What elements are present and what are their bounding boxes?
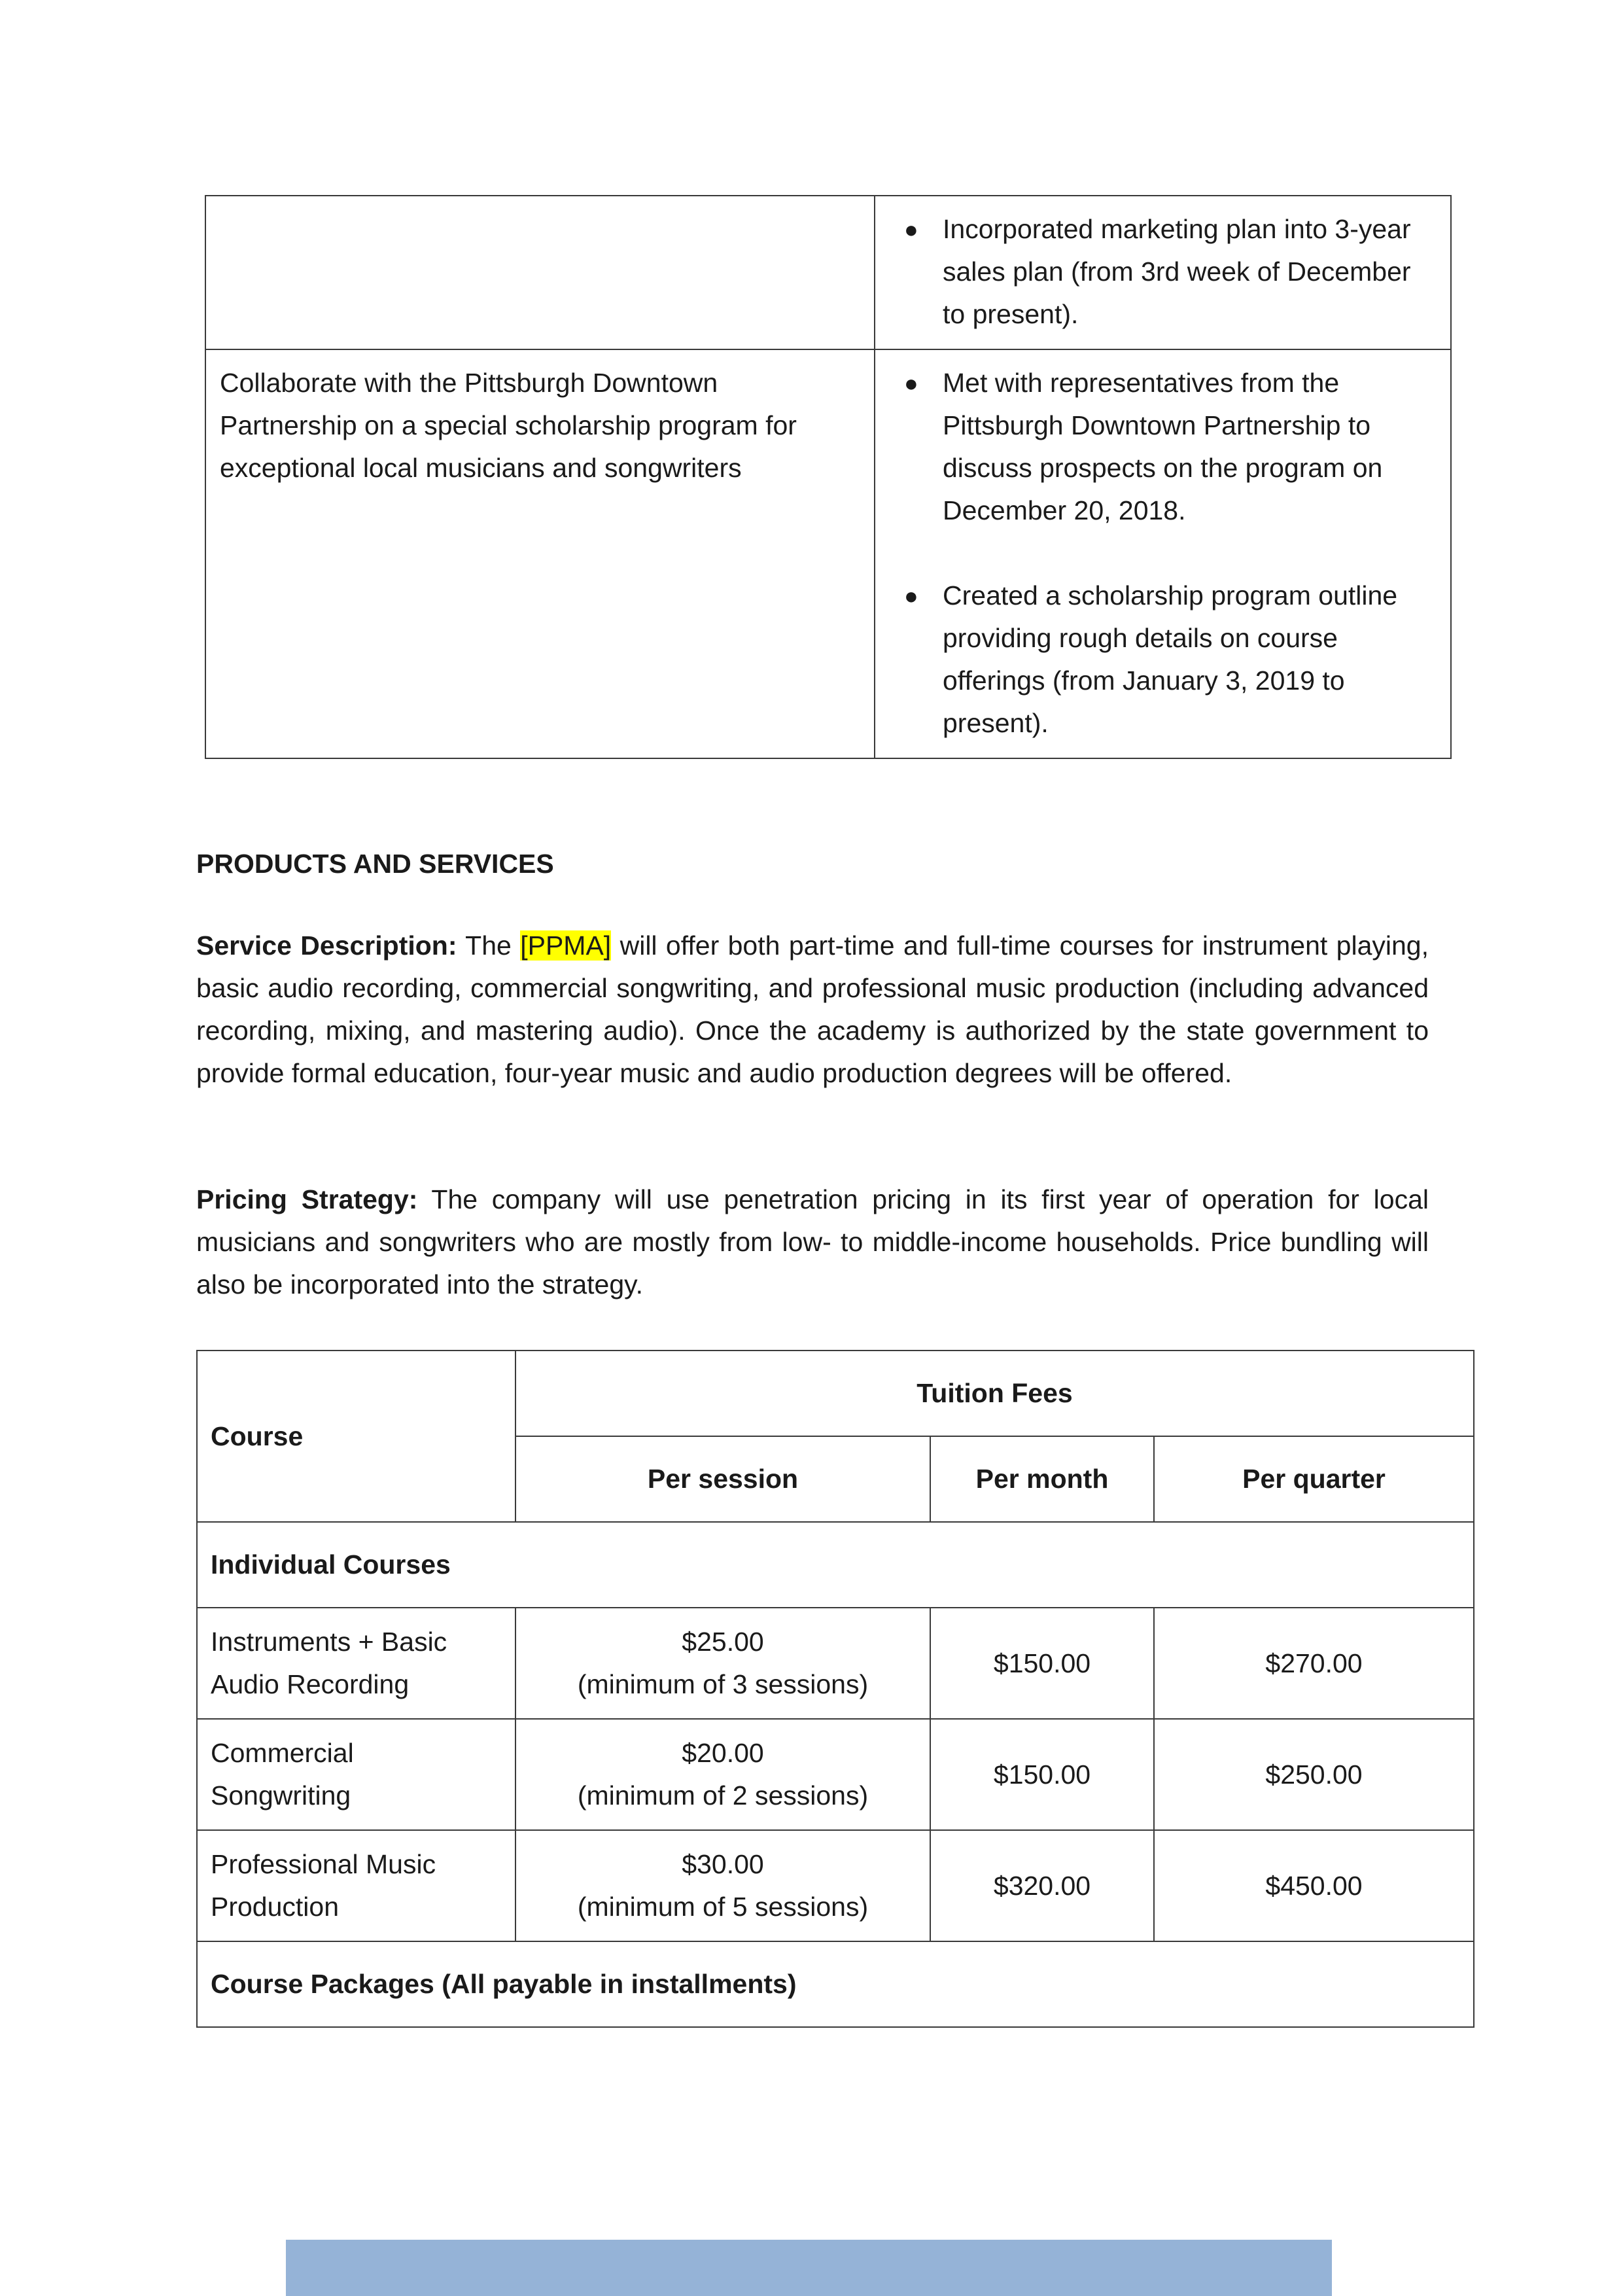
list-item bbox=[891, 362, 1436, 532]
individual-courses-label: Individual Courses bbox=[197, 1522, 1474, 1608]
action-text: Created a scholarship program outline providing rough details on course offerings (from January 3, 2019 to present). bbox=[943, 580, 1398, 738]
actions-cell bbox=[875, 349, 1451, 758]
course-name-line: Professional Music bbox=[211, 1849, 436, 1879]
goals-table bbox=[205, 195, 1452, 759]
per-month-cell: $320.00 bbox=[930, 1830, 1154, 1941]
table-row bbox=[197, 1608, 1474, 1719]
highlighted-placeholder: [PPMA] bbox=[520, 930, 612, 961]
course-name bbox=[197, 1608, 515, 1719]
course-name-line: Audio Recording bbox=[211, 1669, 410, 1699]
tuition-fees-table bbox=[196, 1350, 1475, 2028]
course-name-line: Songwriting bbox=[211, 1780, 351, 1810]
action-list bbox=[891, 208, 1436, 336]
course-name-line: Commercial bbox=[211, 1738, 354, 1768]
service-description-pre: The bbox=[465, 930, 512, 961]
table-row bbox=[205, 196, 1451, 349]
footer-bar bbox=[286, 2240, 1332, 2296]
list-item bbox=[891, 574, 1436, 745]
action-list bbox=[891, 362, 1436, 745]
course-packages-label: Course Packages (All payable in installments) bbox=[197, 1941, 1474, 2027]
section-row bbox=[197, 1941, 1474, 2027]
course-name-line: Instruments + Basic bbox=[211, 1627, 447, 1657]
bullet-icon: ● bbox=[904, 216, 918, 243]
table-header-row bbox=[197, 1351, 1474, 1436]
per-session-header: Per session bbox=[515, 1436, 930, 1522]
goal-cell: Collaborate with the Pittsburgh Downtown Partnership on a special scholarship program for exceptional local musicians and songwriters bbox=[205, 349, 875, 758]
list-item bbox=[891, 208, 1436, 336]
service-description-text: will offer both part-time and full-time courses for instrument playing, basic audio recording, commercial songwriting, and professional music production (including advanced recording, mixing, and mastering audio). Once the academy is authorized by the state government to provide formal education, four-year music and audio production degrees will be offered. bbox=[196, 930, 1429, 1088]
goal-cell bbox=[205, 196, 875, 349]
per-quarter-cell: $270.00 bbox=[1154, 1608, 1474, 1719]
bullet-icon: ● bbox=[904, 370, 918, 397]
per-session-cell bbox=[515, 1719, 930, 1830]
table-row bbox=[197, 1719, 1474, 1830]
course-header: Course bbox=[197, 1351, 515, 1522]
table-row bbox=[205, 349, 1451, 758]
tuition-fees-header: Tuition Fees bbox=[515, 1351, 1474, 1436]
pricing-strategy-text: The company will use penetration pricing in its first year of operation for local musicians and songwriters who are mostly from low- to middle-income households. Price bundling will also be incorporated into the strategy. bbox=[196, 1184, 1429, 1299]
action-text: Met with representatives from the Pittsburgh Downtown Partnership to discuss prospects on the program on December 20, 2018. bbox=[943, 368, 1383, 525]
service-description-label: Service Description: bbox=[196, 930, 457, 961]
bullet-icon: ● bbox=[904, 582, 918, 609]
per-month-cell: $150.00 bbox=[930, 1719, 1154, 1830]
per-quarter-cell: $250.00 bbox=[1154, 1719, 1474, 1830]
session-note: (minimum of 5 sessions) bbox=[577, 1892, 869, 1922]
actions-cell bbox=[875, 196, 1451, 349]
per-session-cell bbox=[515, 1830, 930, 1941]
table-row bbox=[197, 1830, 1474, 1941]
per-session-cell bbox=[515, 1608, 930, 1719]
section-row bbox=[197, 1522, 1474, 1608]
pricing-strategy-paragraph bbox=[196, 1178, 1429, 1306]
session-price: $30.00 bbox=[682, 1849, 764, 1879]
section-heading: PRODUCTS AND SERVICES bbox=[196, 849, 554, 879]
session-note: (minimum of 3 sessions) bbox=[577, 1669, 869, 1699]
action-text: Incorporated marketing plan into 3-year sales plan (from 3rd week of December to present). bbox=[943, 214, 1411, 329]
course-name bbox=[197, 1719, 515, 1830]
service-description-paragraph bbox=[196, 925, 1429, 1095]
pricing-strategy-label: Pricing Strategy: bbox=[196, 1184, 418, 1214]
course-name-line: Production bbox=[211, 1892, 340, 1922]
per-quarter-cell: $450.00 bbox=[1154, 1830, 1474, 1941]
per-quarter-header: Per quarter bbox=[1154, 1436, 1474, 1522]
per-month-header: Per month bbox=[930, 1436, 1154, 1522]
per-month-cell: $150.00 bbox=[930, 1608, 1154, 1719]
session-price: $25.00 bbox=[682, 1627, 764, 1657]
course-name bbox=[197, 1830, 515, 1941]
session-note: (minimum of 2 sessions) bbox=[577, 1780, 869, 1810]
session-price: $20.00 bbox=[682, 1738, 764, 1768]
